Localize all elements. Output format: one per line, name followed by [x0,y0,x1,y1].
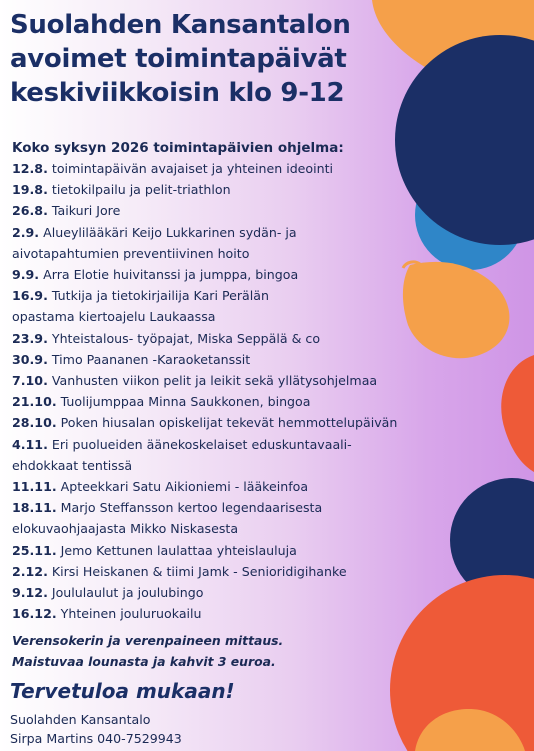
event-date: 7.10. [12,373,48,389]
event-item [12,222,432,243]
event-date: 16.12. [12,606,57,622]
event-item [12,391,432,412]
title-line-3: keskiviikkoisin klo 9-12 [10,78,345,108]
event-text-continued: aivotapahtumien preventiivinen hoito [12,245,250,261]
red-half-circle [501,355,534,472]
event-date: 18.11. [12,500,57,516]
event-text: Apteekkari Satu Aikioniemi - lääkeinfoa [60,479,309,495]
note-measurement: Verensokerin ja verenpaineen mittaus. [12,633,284,648]
contact-info [10,710,182,748]
event-item [12,561,432,582]
event-text: tietokilpailu ja pelit-triathlon [51,182,231,198]
event-date: 19.8. [12,182,48,198]
event-text: Taikuri Jore [51,203,121,219]
event-text: Marjo Steffansson kertoo legendaarisesta [60,500,323,516]
event-date: 9.12. [12,585,48,601]
event-date: 26.8. [12,203,48,219]
event-text-continued: opastama kiertoajelu Laukaassa [12,309,216,325]
event-date: 11.11. [12,479,57,495]
event-item [12,158,432,179]
event-text: Joululaulut ja joulubingo [51,585,204,601]
event-date: 2.9. [12,224,40,240]
note-lunch: Maistuvaa lounasta ja kahvit 3 euroa. [12,654,276,669]
event-date: 23.9. [12,330,48,346]
event-item [12,603,432,624]
event-item [12,370,432,391]
event-text: Jemo Kettunen laulattaa yhteislauluja [60,542,297,558]
event-text: Alueylilääkäri Keijo Lukkarinen sydän- ja [43,224,297,240]
event-text: Timo Paananen -Karaoketanssit [51,351,251,367]
contact-org: Suolahden Kansantalo [10,712,151,727]
event-date: 28.10. [12,415,57,431]
event-item [12,476,432,497]
event-text: Tuolijumppaa Minna Saukkonen, bingoa [60,394,311,410]
event-text: toimintapäivän avajaiset ja yhteinen ideointi [51,161,334,176]
event-text: Kirsi Heiskanen & tiimi Jamk - Senioridigihanke [51,563,347,579]
event-item [12,200,432,221]
event-item [12,497,432,518]
event-text: Yhteinen jouluruokailu [60,606,202,622]
event-text-continued: ehdokkaat tentissä [12,457,133,473]
event-date: 9.9. [12,267,40,283]
event-item [12,412,432,433]
event-text: Tutkija ja tietokirjailija Kari Perälän [51,288,269,304]
event-date: 16.9. [12,288,48,304]
program-heading: Koko syksyn 2026 toimintapäivien ohjelma: [12,140,344,156]
event-date: 4.11. [12,436,48,452]
event-item [12,349,432,370]
event-text: Eri puolueiden äänekoskelaiset eduskuntavaali- [51,436,352,452]
event-item [12,264,432,285]
event-date: 2.12. [12,563,48,579]
event-item [12,285,432,306]
event-text: Arra Elotie huivitanssi ja jumppa, bingoa [43,267,299,283]
event-text: Poken hiusalan opiskelijat tekevät hemmottelupäivän [60,415,398,431]
poster-title [10,8,400,110]
event-text: Yhteistalous- työpajat, Miska Seppälä & co [51,330,321,346]
notes [12,630,432,672]
event-item [12,328,432,349]
event-list [12,158,432,624]
event-date: 21.10. [12,394,57,410]
event-text: Vanhusten viikon pelit ja leikit sekä yllätysohjelmaa [51,373,378,389]
event-item [12,582,432,603]
welcome-text: Tervetuloa mukaan! [10,679,235,703]
program-section [12,138,432,624]
event-date: 12.8. [12,161,48,176]
event-date: 25.11. [12,542,57,558]
event-item [12,179,432,200]
event-item [12,540,432,561]
event-date: 30.9. [12,351,48,367]
contact-person: Sirpa Martins 040-7529943 [10,731,182,746]
title-line-1: Suolahden Kansantalon [10,10,351,40]
event-item [12,434,432,455]
title-line-2: avoimet toimintapäivät [10,44,347,74]
event-text-continued: elokuvaohjaajasta Mikko Niskasesta [12,521,239,537]
